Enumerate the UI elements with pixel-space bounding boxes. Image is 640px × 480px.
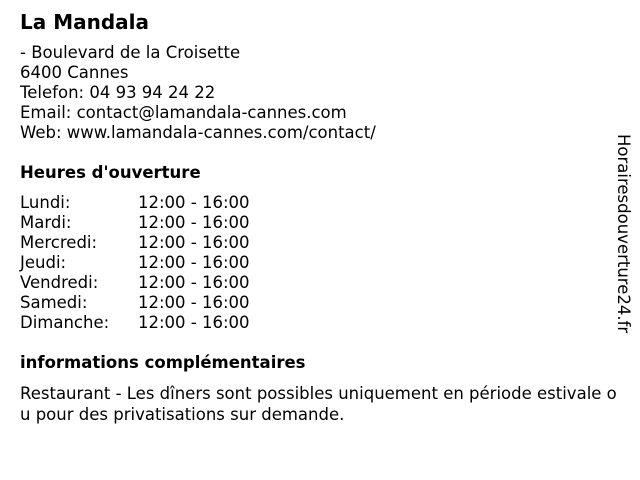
day-label: Vendredi:: [20, 273, 99, 292]
website-url: Web: www.lamandala-cannes.com/contact/: [20, 123, 376, 142]
hours-row-wednesday: [20, 233, 268, 253]
time-range: 12:00 - 16:00: [138, 313, 250, 332]
day-label: Jeudi:: [20, 253, 67, 272]
day-label: Mardi:: [20, 213, 72, 232]
opening-hours-table: [20, 193, 268, 333]
street-address: - Boulevard de la Croisette: [20, 43, 241, 62]
time-range: 12:00 - 16:00: [138, 193, 250, 212]
hours-row-friday: [20, 273, 268, 293]
time-range: 12:00 - 16:00: [138, 293, 250, 312]
day-label: Dimanche:: [20, 313, 110, 332]
time-range: 12:00 - 16:00: [138, 253, 250, 272]
time-range: 12:00 - 16:00: [138, 233, 250, 252]
day-label: Samedi:: [20, 293, 88, 312]
additional-info-heading: informations complémentaires: [20, 353, 306, 372]
phone-number: Telefon: 04 93 94 24 22: [20, 83, 216, 102]
site-watermark: Horairesdouverture24.fr: [614, 134, 633, 334]
opening-hours-heading: Heures d'ouverture: [20, 163, 201, 182]
hours-row-sunday: [20, 313, 268, 333]
time-range: 12:00 - 16:00: [138, 213, 250, 232]
city: 6400 Cannes: [20, 63, 129, 82]
time-range: 12:00 - 16:00: [138, 273, 250, 292]
hours-row-saturday: [20, 293, 268, 313]
hours-row-thursday: [20, 253, 268, 273]
email-address: Email: contact@lamandala-cannes.com: [20, 103, 347, 122]
day-label: Lundi:: [20, 193, 71, 212]
hours-row-tuesday: [20, 213, 268, 233]
restaurant-name: La Mandala: [20, 10, 150, 34]
day-label: Mercredi:: [20, 233, 98, 252]
address-block: [20, 43, 376, 143]
hours-row-monday: [20, 193, 268, 213]
additional-info-text: Restaurant - Les dîners sont possibles uniquement en période estivale ou pour des privatisations sur demande.: [20, 384, 617, 424]
